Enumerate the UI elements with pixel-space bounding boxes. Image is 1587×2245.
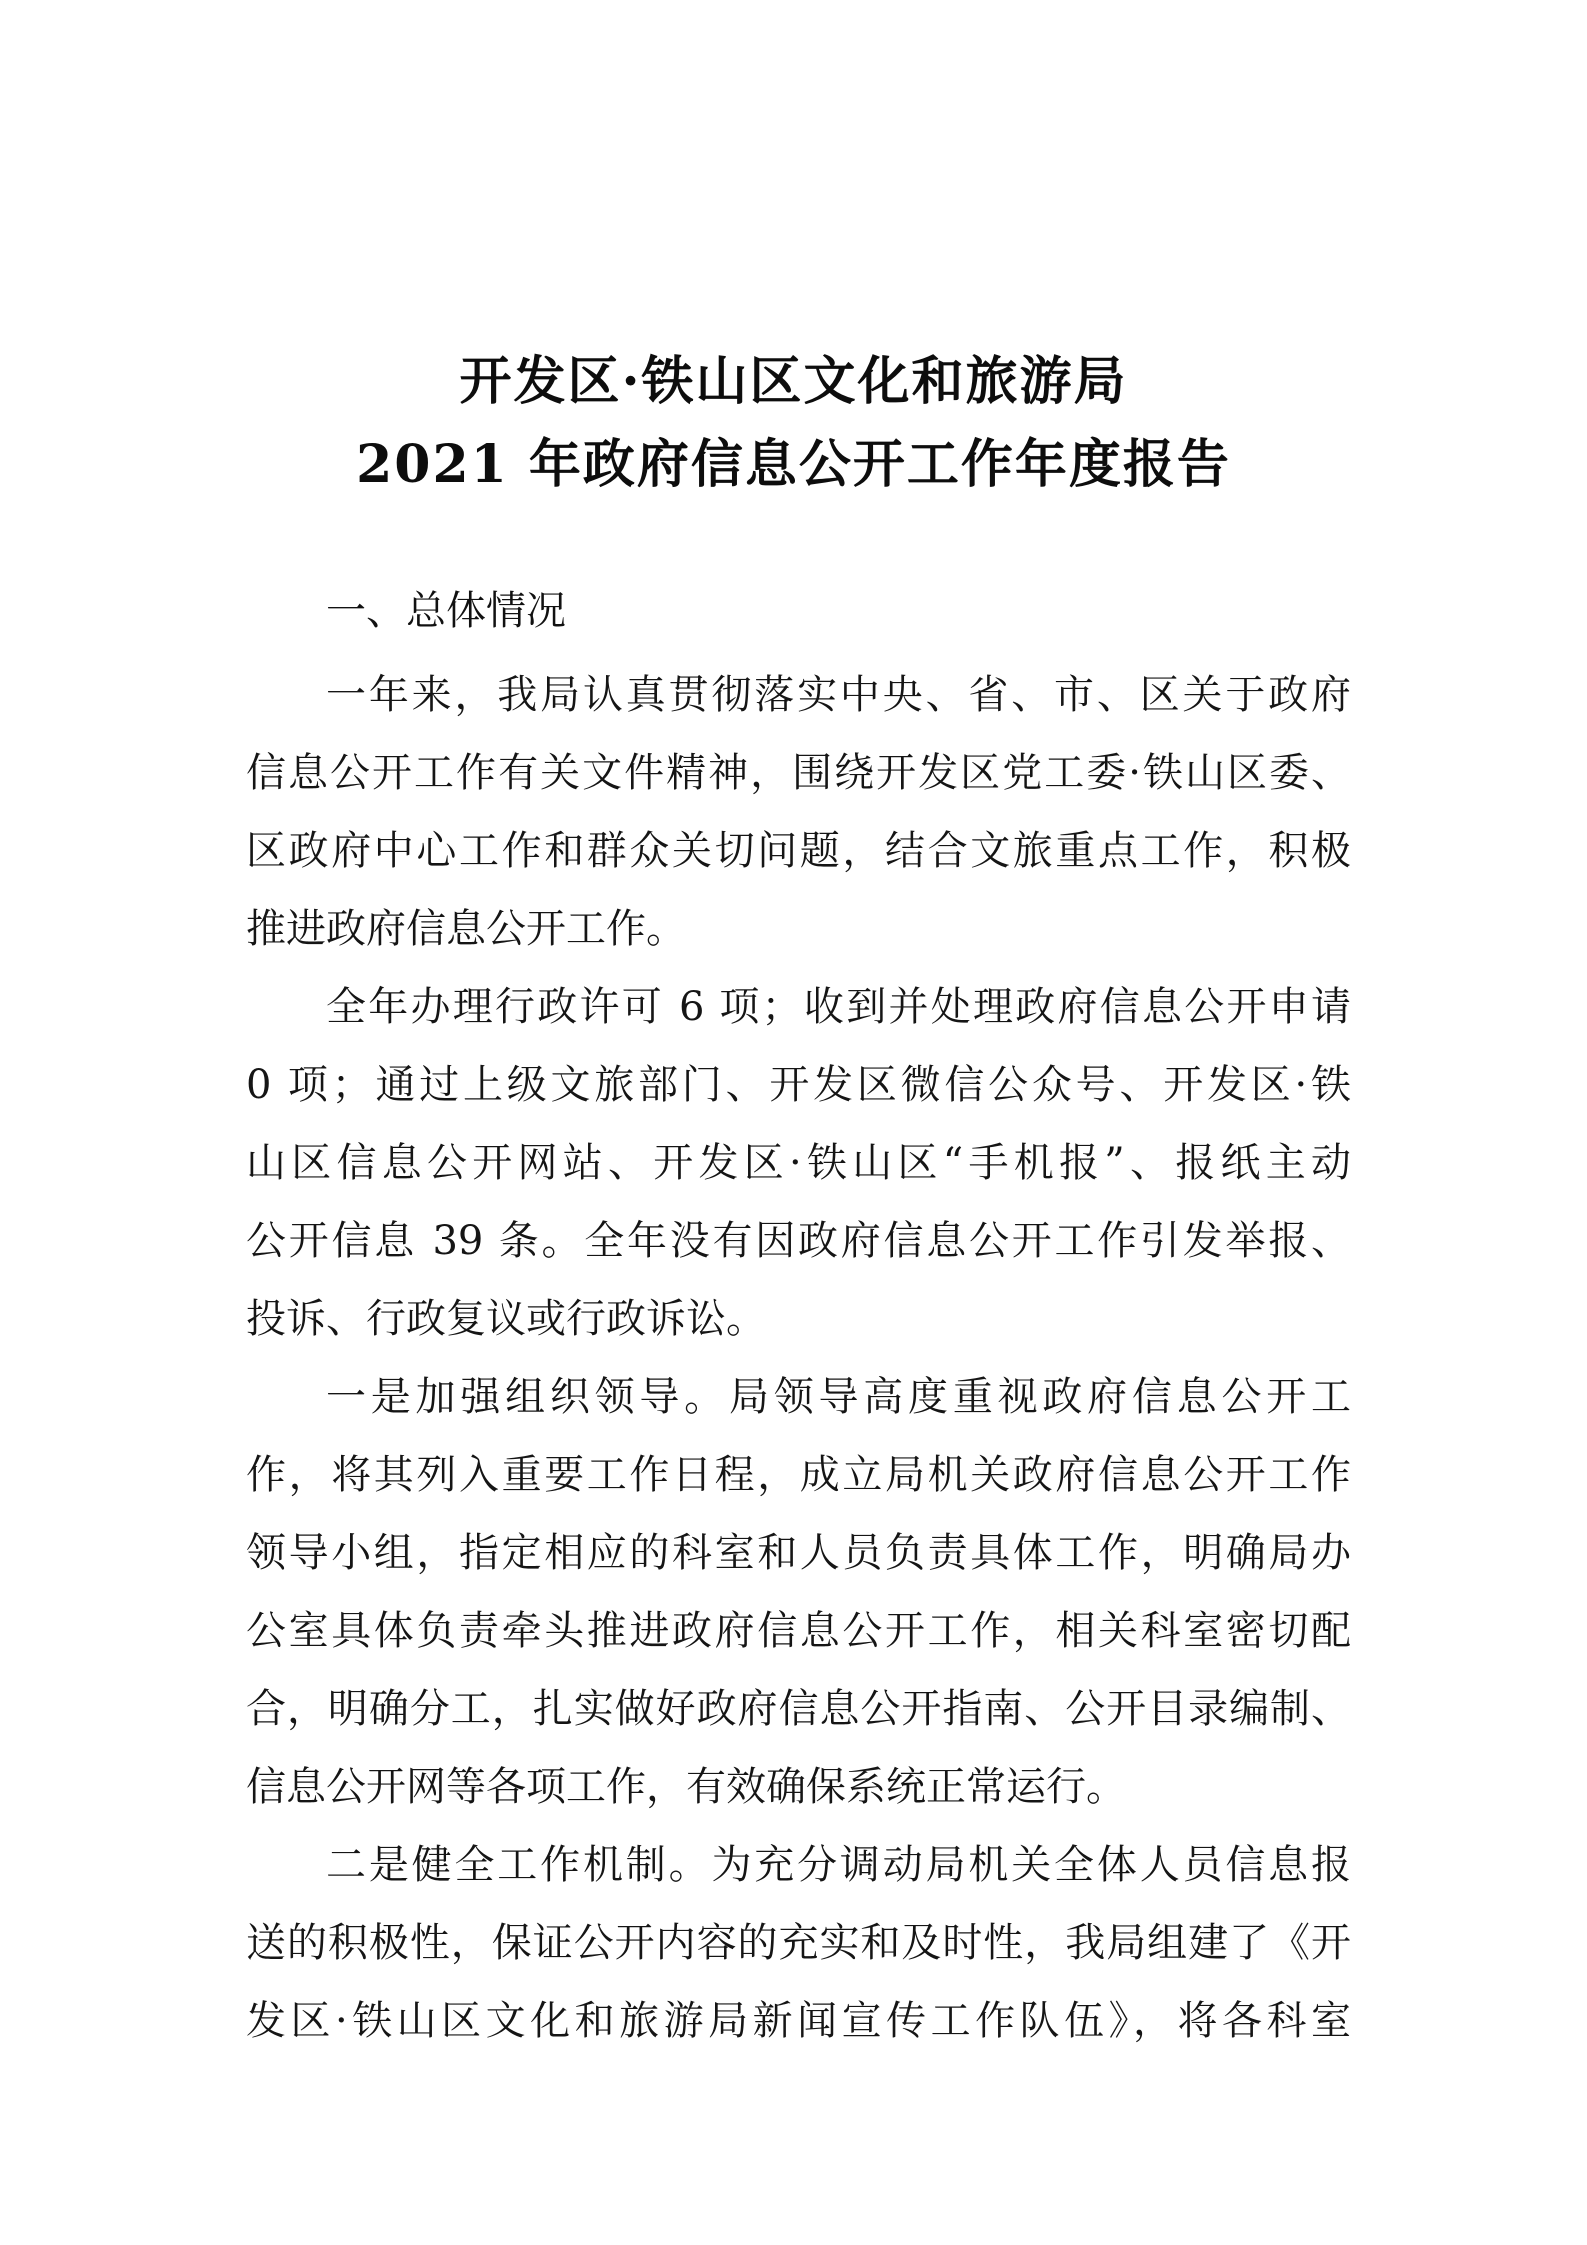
document-title-line-2: 2021 年政府信息公开工作年度报告 (356, 434, 1231, 495)
section-heading: 一、总体情况 (326, 588, 566, 634)
paragraph-1-line-4: 推进政府信息公开工作。 (246, 906, 686, 952)
paragraph-2-line-5: 投诉、行政复议或行政诉讼。 (246, 1296, 766, 1342)
paragraph-3-line-2: 作，将其列入重要工作日程，成立局机关政府信息公开工作 (246, 1452, 1351, 1498)
paragraph-4-line-1-text: 为充分调动局机关全体人员信息报 (711, 1842, 1352, 1888)
paragraph-4-line-2: 送的积极性，保证公开内容的充实和及时性，我局组建了《开 (246, 1920, 1351, 1966)
paragraph-1-line-1: 一年来，我局认真贯彻落实中央、省、市、区关于政府 (326, 672, 1351, 718)
paragraph-4-line-1 (326, 1834, 1351, 1896)
paragraph-2-line-3: 山区信息公开网站、开发区·铁山区“手机报”、报纸主动 (246, 1140, 1351, 1186)
paragraph-1-line-2: 信息公开工作有关文件精神，围绕开发区党工委·铁山区委、 (246, 750, 1351, 796)
paragraph-3-line-1-text: 局领导高度重视政府信息公开工 (728, 1374, 1352, 1420)
paragraph-1-line-3: 区政府中心工作和群众关切问题，结合文旅重点工作，积极 (246, 828, 1351, 874)
paragraph-2-line-2: 0 项；通过上级文旅部门、开发区微信公众号、开发区·铁 (246, 1062, 1351, 1108)
paragraph-2-line-1: 全年办理行政许可 6 项；收到并处理政府信息公开申请 (326, 984, 1351, 1030)
paragraph-3-line-1 (326, 1366, 1351, 1428)
paragraph-2-line-4: 公开信息 39 条。全年没有因政府信息公开工作引发举报、 (246, 1218, 1351, 1264)
document-title-line-1: 开发区·铁山区文化和旅游局 (459, 351, 1128, 412)
paragraph-4-lead: 二是健全工作机制。 (326, 1842, 712, 1888)
paragraph-4-line-3: 发区·铁山区文化和旅游局新闻宣传工作队伍》，将各科室 (246, 1998, 1351, 2044)
paragraph-3-line-6: 信息公开网等各项工作，有效确保系统正常运行。 (246, 1764, 1126, 1810)
paragraph-3-lead: 一是加强组织领导。 (326, 1374, 729, 1420)
paragraph-3-line-4: 公室具体负责牵头推进政府信息公开工作，相关科室密切配 (246, 1608, 1351, 1654)
paragraph-3-line-3: 领导小组，指定相应的科室和人员负责具体工作，明确局办 (246, 1530, 1351, 1576)
paragraph-3-line-5: 合，明确分工，扎实做好政府信息公开指南、公开目录编制、 (246, 1686, 1351, 1732)
